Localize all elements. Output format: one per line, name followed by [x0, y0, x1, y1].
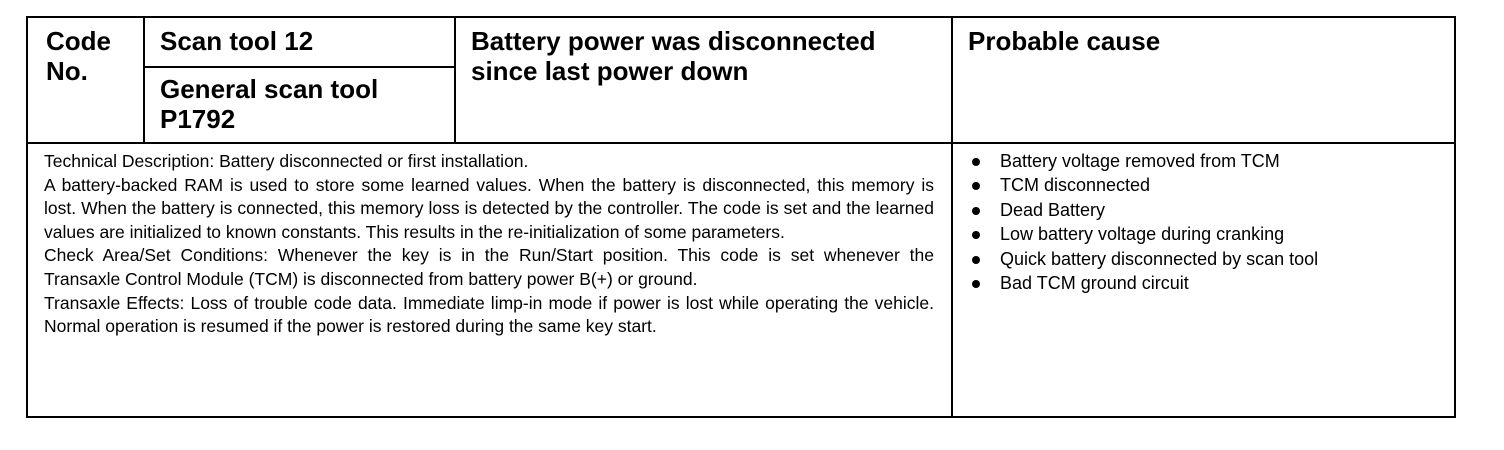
code-no-header: Code No.: [46, 26, 111, 86]
bullet-icon: [972, 207, 980, 215]
probable-cause-list: [968, 149, 1438, 295]
bullet-icon: [972, 256, 980, 264]
divider-header-body: [28, 142, 1454, 144]
cause-item: [968, 222, 1438, 246]
divider-main-cause: [951, 18, 953, 416]
cause-text: Bad TCM ground circuit: [1000, 273, 1189, 294]
bullet-icon: [972, 280, 980, 288]
bullet-icon: [972, 182, 980, 190]
divider-scan-tools: [143, 66, 456, 68]
cause-text: Dead Battery: [1000, 199, 1106, 220]
description-line: Transaxle Effects: Loss of trouble code data. Immediate limp-in mode if power is lost while operating the vehicle. Normal operation is resumed if the power is restored during the same key start.: [44, 292, 934, 337]
divider-scan-condition: [454, 18, 456, 142]
divider-code-scan: [143, 18, 145, 142]
bullet-icon: [972, 158, 980, 166]
condition-title: Battery power was disconnected since last power down: [471, 26, 876, 86]
probable-cause-header: Probable cause: [968, 26, 1161, 56]
cause-item: [968, 149, 1438, 173]
general-scan-tool-label: General scan tool P1792: [160, 74, 379, 134]
description-line: A battery-backed RAM is used to store some learned values. When the battery is disconnected, this memory is lost. When the battery is connected, this memory loss is detected by the controller. The code is set and the learned values are initialized to known constants. This results in the re-initialization of some parameters.: [44, 174, 934, 242]
bullet-icon: [972, 231, 980, 239]
cause-text: Low battery voltage during cranking: [1000, 224, 1285, 245]
cause-item: [968, 247, 1438, 271]
cause-item: [968, 271, 1438, 295]
cause-text: TCM disconnected: [1000, 175, 1151, 196]
description-line: Technical Description: Battery disconnected or first installation.: [44, 151, 529, 171]
cause-text: Quick battery disconnected by scan tool: [1000, 248, 1319, 269]
description-line: Check Area/Set Conditions: Whenever the key is in the Run/Start position. This code is set whenever the Transaxle Control Module (TCM) is disconnected from battery power B(+) or ground.: [44, 245, 934, 289]
cause-text: Battery voltage removed from TCM: [1000, 151, 1280, 171]
diagnostic-code-table: [26, 16, 1456, 418]
cause-item: [968, 173, 1438, 197]
cause-item: [968, 198, 1438, 222]
scan-tool-12-label: Scan tool 12: [160, 26, 314, 56]
technical-description: [44, 150, 934, 339]
